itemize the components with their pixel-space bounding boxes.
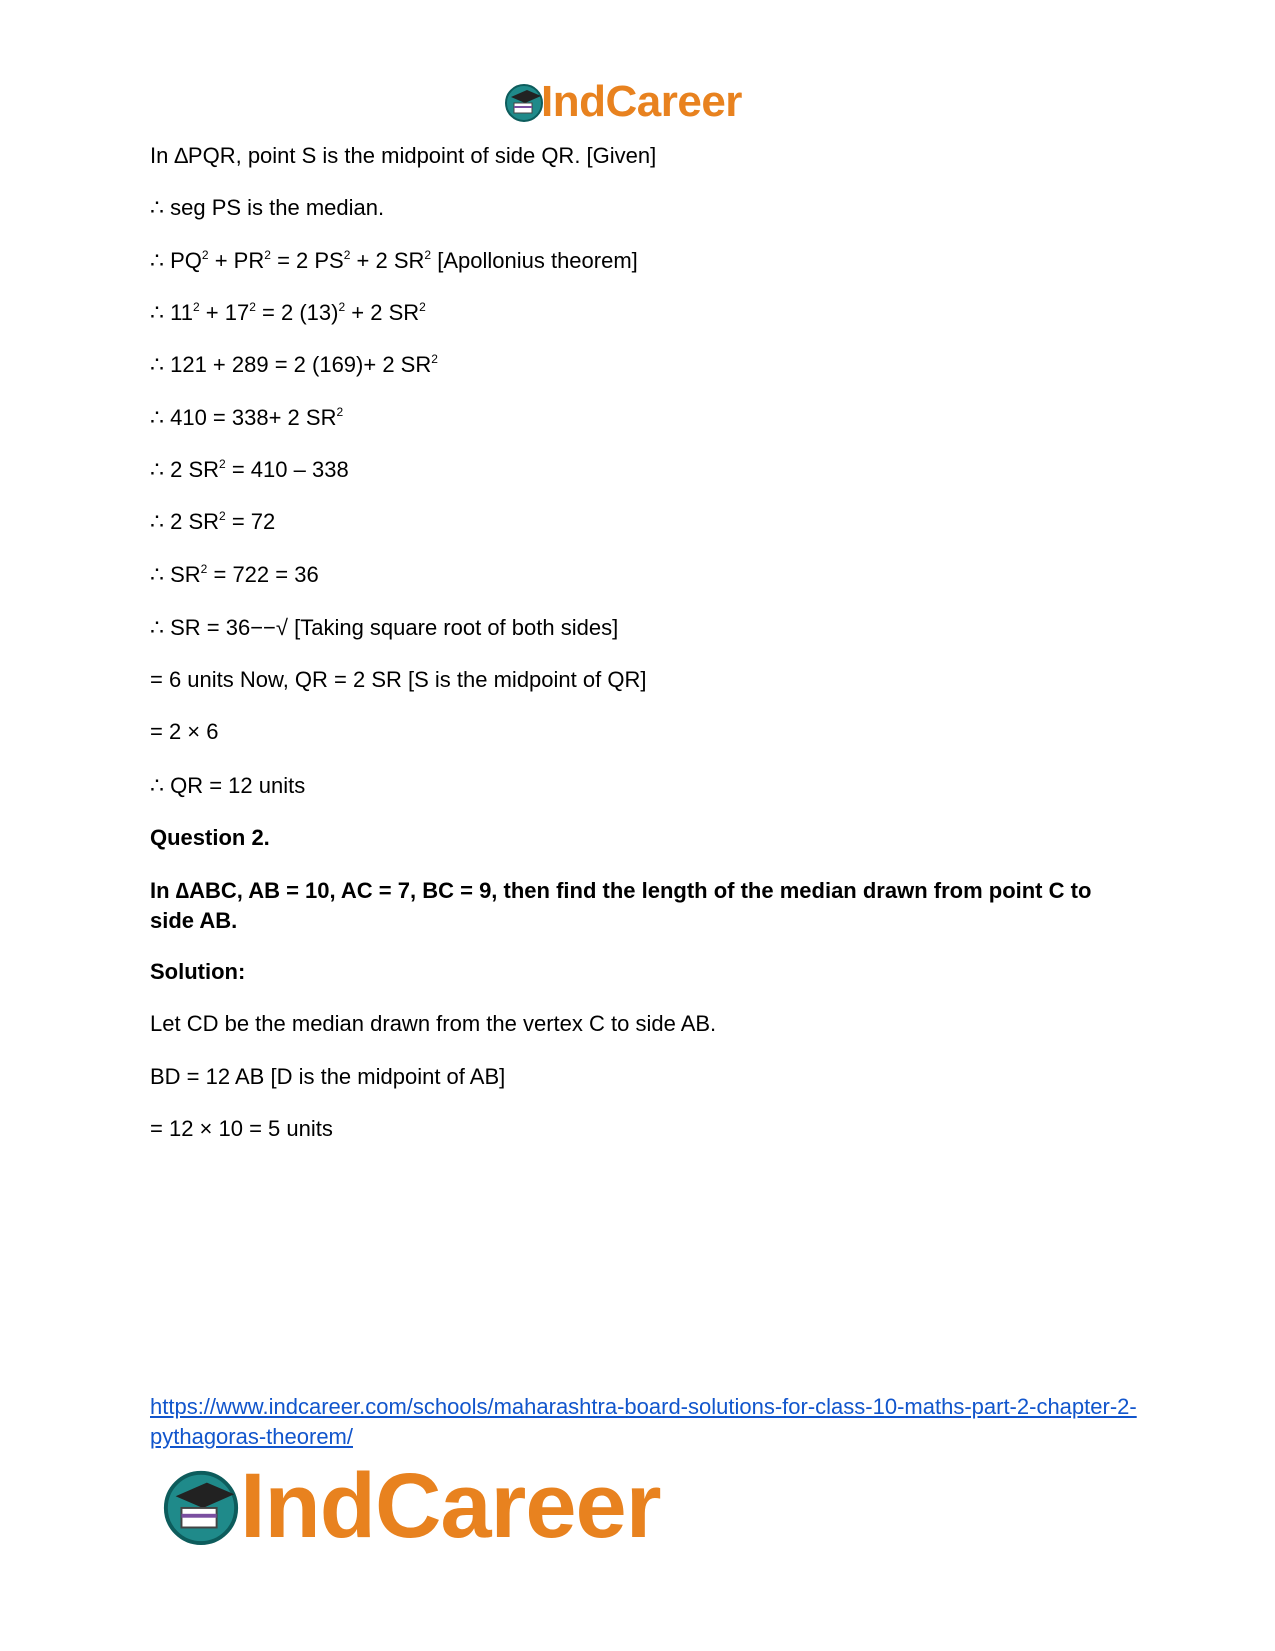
- equation-line: ∴ $11^2 + 17^2 = 2$ $(13)^2 + 2$ $SR^2$: [150, 300, 426, 325]
- equation-line: ∴ 2 $SR^2 = 410 - 338$: [150, 457, 349, 482]
- text-line: = 6 units Now, QR = 2 SR [S is the midpoint of QR]: [150, 667, 647, 692]
- brand-name: IndCareer: [240, 1455, 661, 1557]
- brand-name: IndCareer: [541, 77, 742, 126]
- globe-graduation-cap-icon: [503, 81, 545, 123]
- source-link[interactable]: https://www.indcareer.com/schools/maharashtra-board-solutions-for-class-10-maths-part-2-chapter-2-pythagoras-theorem/: [150, 1394, 1137, 1449]
- equation-line: ∴ 121 + 289 = 2 (169)+ 2 $SR^2$: [150, 352, 438, 377]
- equation-line: ∴ 2 $SR^2 = 72$: [150, 509, 276, 534]
- question-text: In ∆ABC, AB = 10, AC = 7, BC = 9, then find the length of the median drawn from point C to side AB.: [150, 878, 1092, 933]
- text-line: ∴ QR = 12 units: [150, 773, 306, 798]
- solution-line: BD = 12 AB [D is the midpoint of AB]: [150, 1064, 506, 1089]
- question-heading: Question 2.: [150, 825, 270, 850]
- solution-label: Solution:: [150, 959, 246, 984]
- solution-line: Let CD be the median drawn from the vertex C to side AB.: [150, 1011, 717, 1036]
- solution-line: = 12 × 10 = 5 units: [150, 1116, 333, 1141]
- text-line: ∴ SR = 36−−√ [Taking square root of both sides]: [150, 615, 619, 640]
- equation-line: ∴ $PQ^2 + PR^2 = 2$ $PS^2 + 2$ $SR^2$ [Apollonius theorem]: [150, 248, 638, 273]
- equation-line: ∴ $SR^2 = 722 = 36$: [150, 562, 319, 587]
- header-logo: [503, 77, 742, 126]
- text-line: = 2 × 6: [150, 719, 219, 744]
- text-line: ∴ seg PS is the median.: [150, 195, 385, 220]
- footer-logo: [160, 1455, 661, 1557]
- text-line: In ∆PQR, point S is the midpoint of side QR. [Given]: [150, 143, 657, 168]
- globe-graduation-cap-icon: [160, 1465, 242, 1547]
- equation-line: ∴ 410 = 338+ 2 $SR^2$: [150, 405, 344, 430]
